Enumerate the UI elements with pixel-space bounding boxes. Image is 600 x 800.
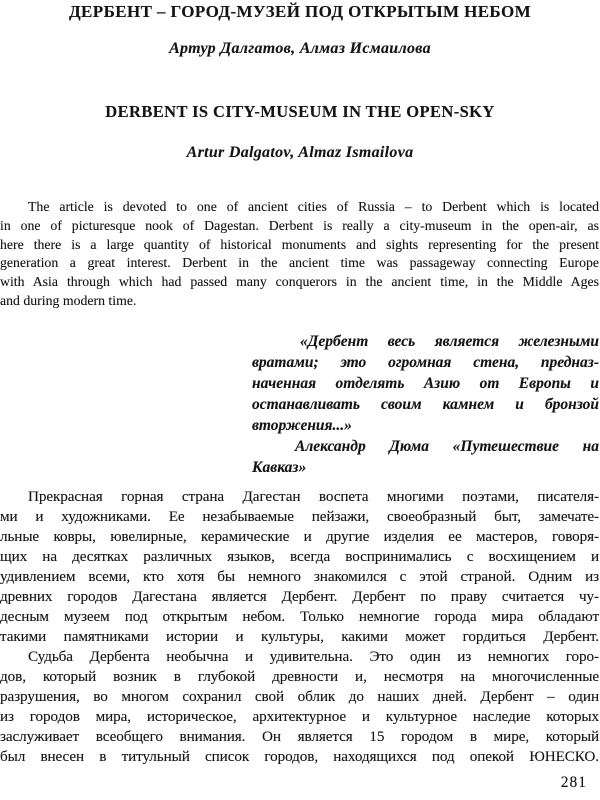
epigraph-quote: «Дербент весь является железными вратами; это огромная стена, предназ- наченная отделять Азию от Европы и останавливать своим камнем и бронзой вторжения...»	[252, 333, 599, 434]
body-text	[0, 487, 599, 767]
epigraph-block	[252, 331, 599, 478]
body-paragraph-1: Прекрасная горная страна Дагестан воспета многими поэтами, писателя- ми и художниками. Ее незабываемые пейзажи, своеобразный быт, замечате- льные ковры, ювелирные, керамические и другие изделия ее мастеров, говоря- щих на десятках различных языков, всегда воспринимались с восхищением и удивлением всеми, кто хотя бы немного знакомился с этой страной. Одним из древних городов Дагестана является Дербент. Дербент по праву считается чу- десным музеем под открытым небом. Только немногие города мира обладают такими памятниками истории и культуры, какими может гордиться Дербент.	[0, 488, 599, 645]
article-title-english: DERBENT IS CITY-MUSEUM IN THE OPEN-SKY	[105, 102, 495, 121]
authors-russian: Артур Далгатов, Алмаз Исмаилова	[169, 40, 431, 57]
article-title-russian: ДЕРБЕНТ – ГОРОД-МУЗЕЙ ПОД ОТКРЫТЫМ НЕБОМ	[68, 2, 532, 21]
authors-english: Artur Dalgatov, Almaz Ismailova	[186, 144, 414, 161]
abstract-paragraph: The article is devoted to one of ancient cities of Russia – to Derbent which is located in one of picturesque nook of Dagestan. Derbent is really a city-museum in the open-air, as here there is a large quantity of historical monuments and sights representing for the present generation a great interest. Derbent in the ancient time was passageway connecting Europe with Asia through which had passed many conquerors in the ancient time, in the Middle Ages and during modern time.	[0, 199, 599, 308]
body-paragraph-2: Судьба Дербента необычна и удивительна. Это один из немногих горо- дов, который возник в глубокой древности и, несмотря на многочисленные разрушения, во многом сохранил свой облик до наших дней. Дербент – один из городов мира, историческое, архитектурное и культурное наследие которых заслуживает всеобщего внимания. Он является 15 городом в мире, который был внесен в титульный список городов, находящихся под опекой ЮНЕСКО.	[0, 648, 599, 765]
epigraph-attribution: Александр Дюма «Путешествие на Кавказ»	[252, 438, 599, 476]
page-number: 281	[560, 774, 587, 791]
